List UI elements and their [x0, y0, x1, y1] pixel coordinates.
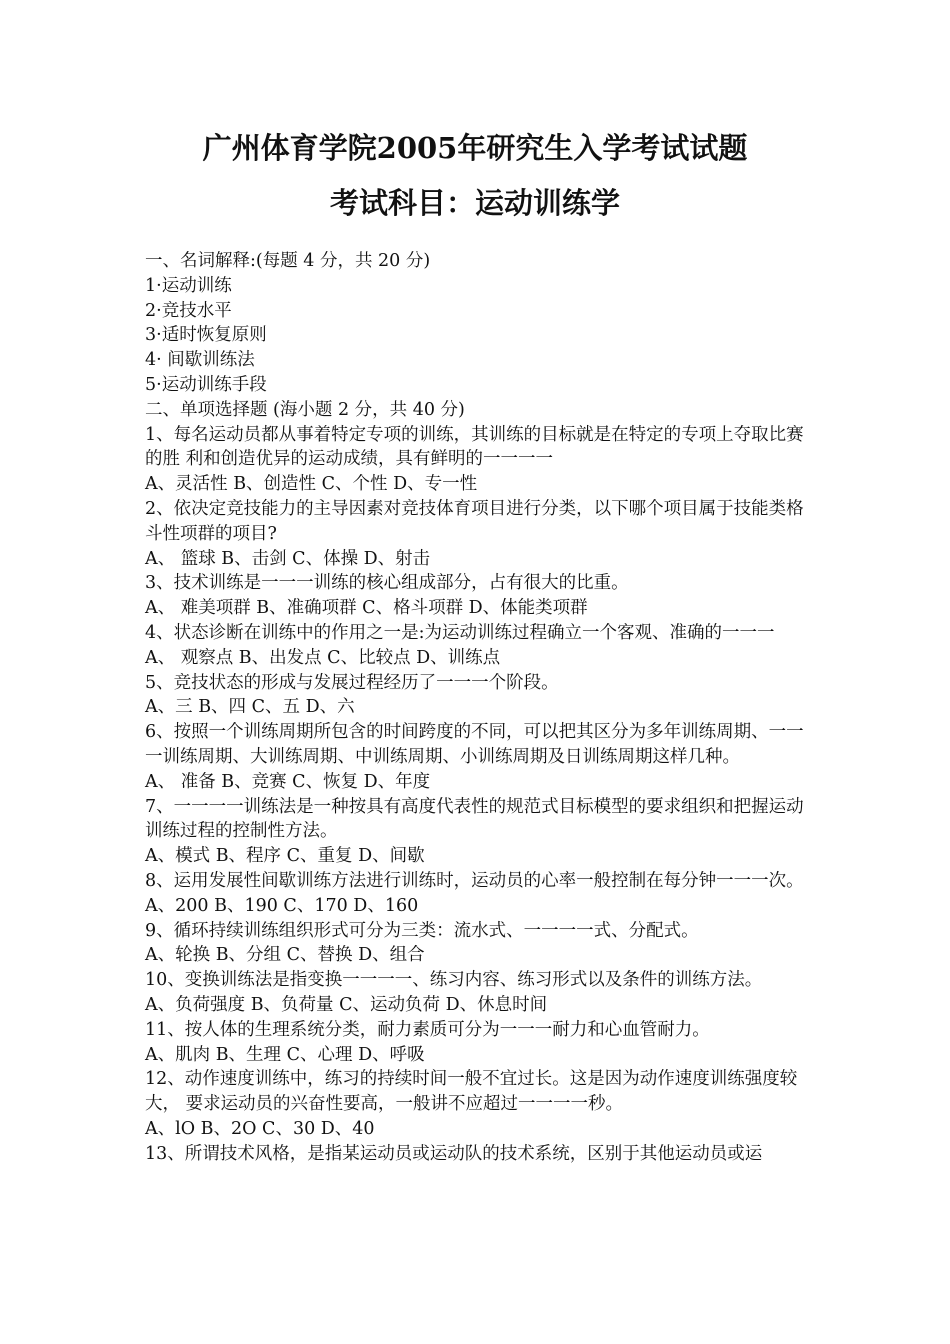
- section-heading: 二、单项选择题 (海小题 2 分，共 40 分): [145, 399, 465, 420]
- answer-options: A、 难美项群 B、准确项群 C、格斗项群 D、体能类项群: [145, 598, 588, 619]
- question-text: 9、循环持续训练组织形式可分为三类：流水式、一一一一式、分配式。: [145, 920, 699, 941]
- question-text: 11、按人体的生理系统分类，耐力素质可分为一一一耐力和心血管耐力。: [145, 1019, 710, 1040]
- question-text: 10、变换训练法是指变换一一一一、练习内容、练习形式以及条件的训练方法。: [145, 970, 763, 991]
- answer-options: A、 准备 B、竞赛 C、恢复 D、年度: [145, 771, 431, 792]
- question-text: 4、状态诊断在训练中的作用之一是:为运动训练过程确立一个客观、准确的一一一: [145, 622, 775, 643]
- exam-subject: 考试科目：运动训练学: [329, 186, 620, 220]
- term-item: 4· 间歇训练法: [145, 350, 255, 371]
- answer-options: A、负荷强度 B、负荷量 C、运动负荷 D、休息时间: [145, 994, 548, 1015]
- answer-options: A、lO B、2O C、30 D、40: [145, 1118, 375, 1139]
- answer-options: A、模式 B、程序 C、重复 D、间歇: [145, 846, 425, 867]
- answer-options: A、200 B、190 C、170 D、160: [145, 895, 419, 916]
- exam-title: 广州体育学院2005年研究生入学考试试题: [202, 131, 748, 165]
- answer-options: A、三 B、四 C、五 D、六: [145, 697, 355, 718]
- question-text: 7、一一一一训练法是一种按具有高度代表性的规范式目标模型的要求组织和把握运动训练过程的控制性方法。: [145, 796, 804, 842]
- term-item: 3·适时恢复原则: [145, 325, 267, 346]
- question-text: 3、技术训练是一一一训练的核心组成部分，占有很大的比重。: [145, 573, 629, 594]
- question-text: 5、竞技状态的形成与发展过程经历了一一一个阶段。: [145, 672, 559, 693]
- question-text: 2、依决定竞技能力的主导因素对竞技体育项目进行分类，以下哪个项目属于技能类格斗性项群的项目?: [145, 498, 804, 544]
- answer-options: A、 观察点 B、出发点 C、比较点 D、训练点: [145, 647, 501, 668]
- question-text: 6、按照一个训练周期所包含的时间跨度的不同，可以把其区分为多年训练周期、一一一训练周期、大训练周期、中训练周期、小训练周期及日训练周期这样几种。: [145, 722, 804, 767]
- answer-options: A、灵活性 B、创造性 C、个性 D、专一性: [145, 474, 478, 495]
- answer-options: A、轮换 B、分组 C、替换 D、组合: [145, 945, 425, 966]
- term-item: 5·运动训练手段: [145, 374, 267, 395]
- question-text: 13、所谓技术风格，是指某运动员或运动队的技术系统，区别于其他运动员或运: [145, 1143, 763, 1164]
- question-text: 8、运用发展性间歇训练方法进行训练时，运动员的心率一般控制在每分钟一一一次。: [145, 870, 804, 891]
- term-item: 1·运动训练: [145, 275, 232, 296]
- term-item: 2·竞技水平: [145, 300, 232, 321]
- answer-options: A、 篮球 B、击剑 C、体操 D、射击: [145, 548, 431, 569]
- question-text: 1、每名运动员都从事着特定专项的训练，其训练的目标就是在特定的专项上夺取比赛的胜 利和创造优异的运动成绩，具有鲜明的一一一一: [145, 424, 804, 470]
- exam-content: [145, 249, 815, 1166]
- question-text: 12、动作速度训练中，练习的持续时间一般不宜过长。这是因为动作速度训练强度较大， 要求运动员的兴奋性要高，一般讲不应超过一一一一秒。: [145, 1069, 798, 1115]
- section-heading: 一、名词解释:(每题 4 分，共 20 分): [145, 251, 431, 271]
- answer-options: A、肌肉 B、生理 C、心理 D、呼吸: [145, 1044, 425, 1065]
